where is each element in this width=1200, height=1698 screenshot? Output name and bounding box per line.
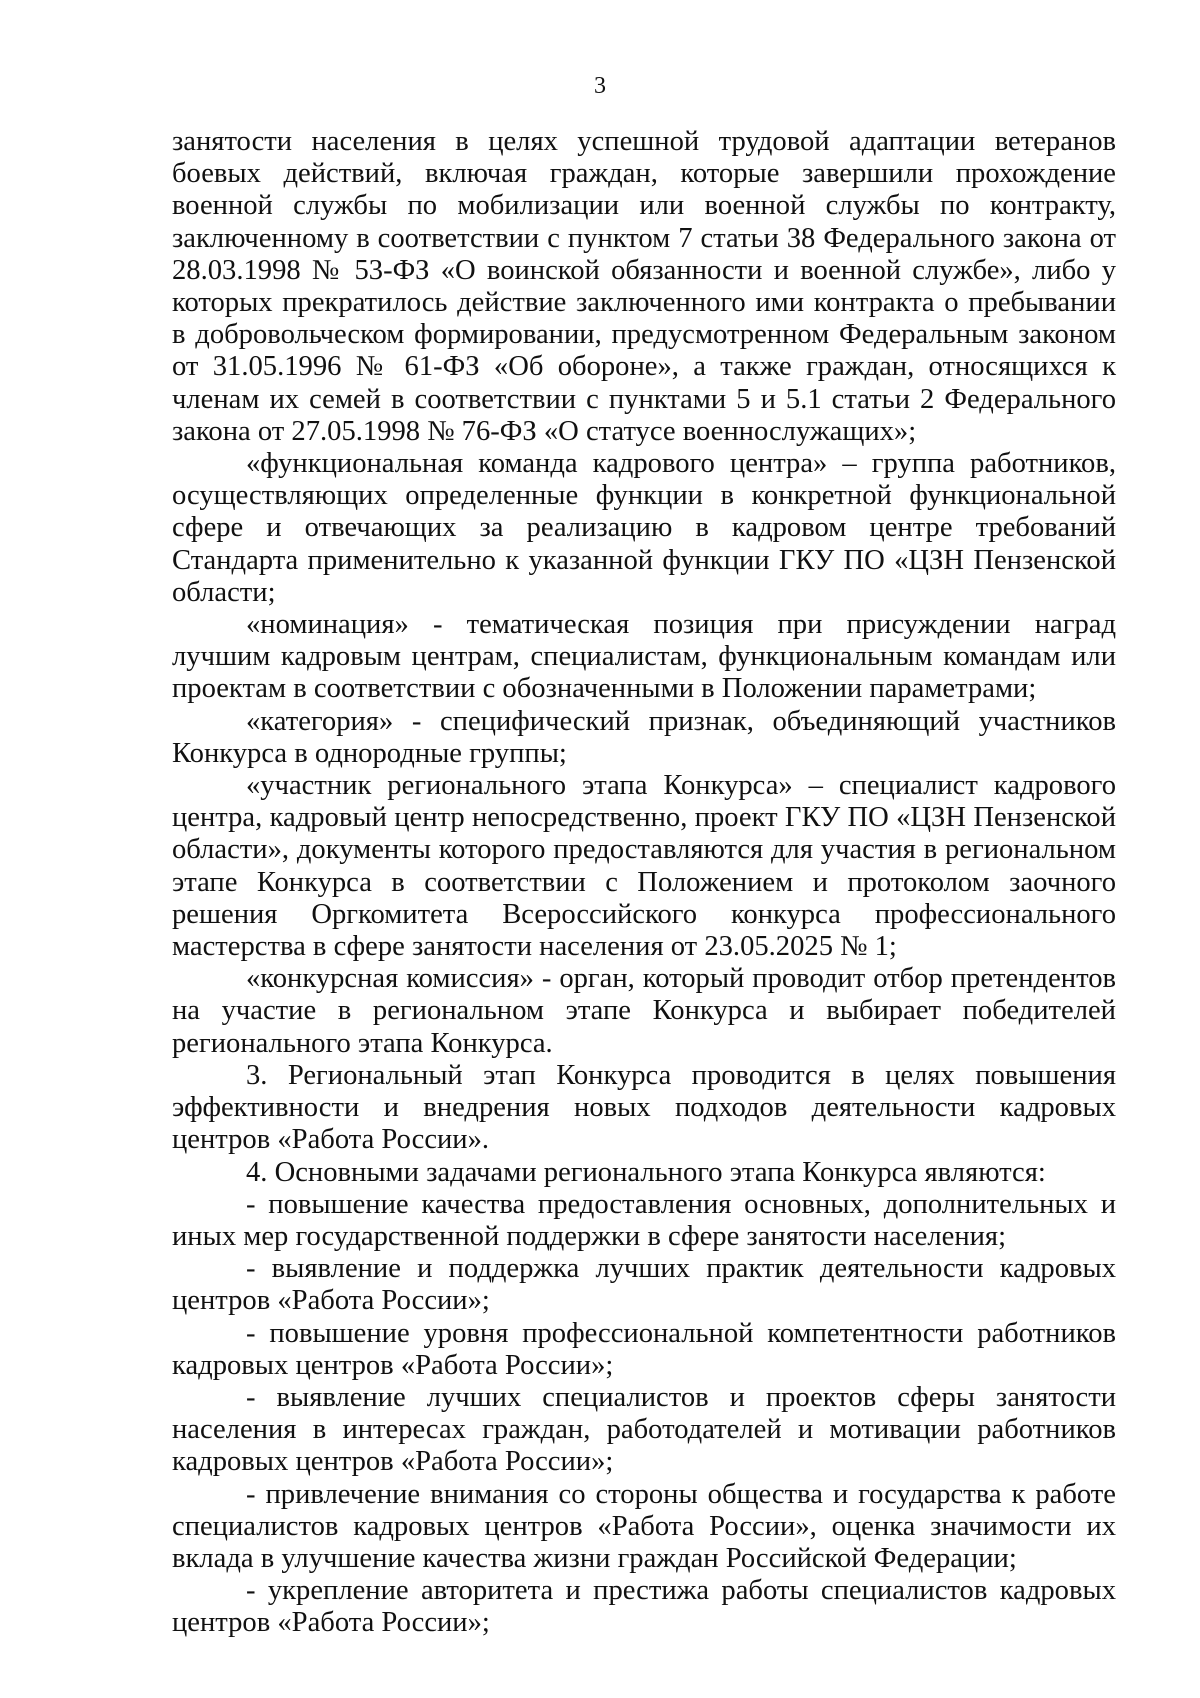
list-item-task-competence: - повышение уровня профессиональной компетентности работников кадровых центров «Работа России»;: [172, 1317, 1116, 1381]
list-item-task-best-practices: - выявление и поддержка лучших практик деятельности кадровых центров «Работа России»;: [172, 1253, 1116, 1317]
paragraph-definition-functional-team: «функциональная команда кадрового центра» – группа работников, осуществляющих определенные функции в конкретной функциональной сфере и отвечающих за реализацию в кадровом центре требований Стандарта применительно к указанной функции ГКУ ПО «ЦЗН Пензенской области;: [172, 448, 1116, 608]
list-item-task-public-attention: - привлечение внимания со стороны общества и государства к работе специалистов кадровых центров «Работа России», оценка значимости их вклада в улучшение качества жизни граждан Российской Федерации;: [172, 1478, 1116, 1574]
paragraph-veterans-continuation: занятости населения в целях успешной трудовой адаптации ветеранов боевых действий, включая граждан, которые завершили прохождение военной службы по мобилизации или военной службы по контракту, заключенному в соответствии с пунктом 7 статьи 38 Федерального закона от 28.03.1998 № 53-ФЗ «О воинской обязанности и военной службе», либо у которых прекратилось действие заключенного ими контракта о пребывании в добровольческом формировании, предусмотренном Федеральным законом от 31.05.1996 № 61-ФЗ «Об обороне», а также граждан, относящихся к членам их семей в соответствии с пунктами 5 и 5.1 статьи 2 Федерального закона от 27.05.1998 № 76-ФЗ «О статусе военнослужащих»;: [172, 126, 1116, 447]
document-body: [172, 126, 1116, 1640]
list-item-task-prestige: - укрепление авторитета и престижа работы специалистов кадровых центров «Работа России»;: [172, 1575, 1116, 1639]
list-item-task-best-specialists: - выявление лучших специалистов и проектов сферы занятости населения в интересах граждан, работодателей и мотивации работников кадровых центров «Работа России»;: [172, 1381, 1116, 1478]
paragraph-definition-nomination: «номинация» - тематическая позиция при присуждении наград лучшим кадровым центрам, специалистам, функциональным командам или проектам в соответствии с обозначенными в Положении параметрами;: [172, 609, 1116, 705]
paragraph-definition-commission: «конкурсная комиссия» - орган, который проводит отбор претендентов на участие в региональном этапе Конкурса и выбирает победителей регионального этапа Конкурса.: [172, 963, 1116, 1059]
paragraph-definition-category: «категория» - специфический признак, объединяющий участников Конкурса в однородные группы;: [172, 705, 1116, 769]
paragraph-section-3-goal: 3. Региональный этап Конкурса проводится в целях повышения эффективности и внедрения новых подходов деятельности кадровых центров «Работа России».: [172, 1059, 1116, 1156]
paragraph-section-4-tasks-intro: 4. Основными задачами регионального этапа Конкурса являются:: [246, 1156, 1046, 1188]
paragraph-definition-participant: «участник регионального этапа Конкурса» – специалист кадрового центра, кадровый центр непосредственно, проект ГКУ ПО «ЦЗН Пензенской области», документы которого предоставляются для участия в региональном этапе Конкурса в соответствии с Положением и протоколом заочного решения Оргкомитета Всероссийского конкурса профессионального мастерства в сфере занятости населения от 23.05.2025 № 1;: [172, 770, 1116, 963]
list-item-task-quality: - повышение качества предоставления основных, дополнительных и иных мер государственной поддержки в сфере занятости населения;: [172, 1188, 1116, 1252]
page-number: 3: [594, 73, 606, 99]
